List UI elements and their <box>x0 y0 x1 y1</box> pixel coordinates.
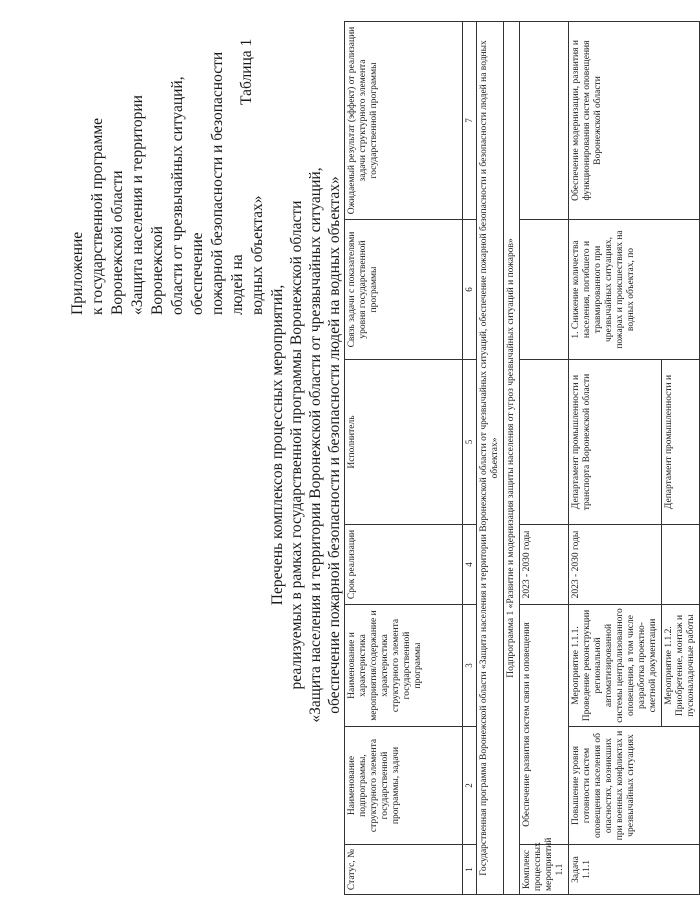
complex-row <box>520 22 569 895</box>
appendix-line: водных объектах» <box>249 195 266 315</box>
executor-cell: Департамент промышленности и <box>662 360 700 525</box>
empty-cell <box>520 22 569 220</box>
header-cell: Статус, № <box>345 845 463 895</box>
column-number: 3 <box>463 605 477 727</box>
header-cell: Наименование подпрограммы, структурного элемента государственной программы, задачи <box>345 727 463 845</box>
heading-line: «Защита населения и территории Воронежской области от чрезвычайных ситуаций, <box>307 167 324 723</box>
task-row <box>569 22 662 895</box>
column-number: 5 <box>463 360 477 525</box>
column-number-row <box>463 22 477 895</box>
complex-status-cell: Комплекс процессных мероприятий 1.1 <box>520 845 569 895</box>
executor-cell: Департамент промышленности и транспорта Воронежской области <box>569 360 662 525</box>
program-cell: Государственная программа Воронежской области «Защита населения и территории Воронежской области от чрезвычайных ситуаций, обеспечение пожарной безопасности и безопасности людей на водных объектах» <box>477 22 504 895</box>
column-number: 6 <box>463 220 477 360</box>
appendix-line: пожарной безопасности и безопасности людей на <box>209 51 246 315</box>
heading-line: обеспечение пожарной безопасности и безопасности людей на водных объектах» <box>326 176 343 714</box>
complex-term-cell: 2023 - 2030 годы <box>520 525 569 605</box>
empty-cell <box>520 220 569 360</box>
empty-cell <box>520 360 569 525</box>
column-number: 4 <box>463 525 477 605</box>
header-cell: Связь задачи с показателями уровня государственной программы <box>345 220 463 360</box>
heading-line: реализуемых в рамках государственной программы Воронежской области <box>288 200 305 690</box>
column-number: 7 <box>463 22 477 220</box>
header-row <box>345 22 463 895</box>
header-cell: Исполнитель <box>345 360 463 525</box>
result-cell: Обеспечение модернизации, развития и функционирования систем оповещения Воронежской области <box>569 22 700 220</box>
column-number: 1 <box>463 845 477 895</box>
appendix-line: «Защита населения и территории Воронежской <box>129 95 166 315</box>
header-cell: Срок реализации <box>345 525 463 605</box>
appendix-line: Воронежской области <box>109 170 126 315</box>
indicator-link-cell: 1. Снижение количества населения, погибшего и травмированного при чрезвычайных ситуациях, пожарах и происшествиях на водных объектах, по <box>569 220 700 360</box>
program-row <box>477 22 504 895</box>
header-cell: Ожидаемый результат (эффект) от реализации задачи структурного элемента государственной программы <box>345 22 463 220</box>
measure-cell: Мероприятие 1.1.1. Проведение реконструкции региональной автоматизированной системы централизованного оповещения, в том числе разработка проектно-сметной документации <box>569 605 662 727</box>
heading-line: Перечень комплексов процессных мероприятий, <box>269 284 286 606</box>
subprogram-cell: Подпрограмма 1 «Развитие и модернизация защиты населения от угроз чрезвычайных ситуаций и пожаров» <box>504 22 520 895</box>
term-cell: 2023 - 2030 годы <box>569 525 662 605</box>
subprogram-row <box>504 22 520 895</box>
task-name-cell: Повышение уровня готовности систем оповещения населения об опасностях, возникших при военных конфликтах и чрезвычайных ситуациях <box>569 727 700 845</box>
complex-name-cell: Обеспечение развития систем связи и оповещения <box>520 605 569 845</box>
appendix-line: области от чрезвычайных ситуаций, обеспечение <box>169 76 206 315</box>
empty-cell <box>662 525 700 605</box>
header-cell: Наименование и характеристика мероприятия/содержание и характеристика структурного элемента государственной программы <box>345 605 463 727</box>
measure-cell: Мероприятие 1.1.2. Приобретение, монтаж и пусконаладочные работы <box>662 605 700 727</box>
document-heading <box>268 85 344 805</box>
column-number: 2 <box>463 727 477 845</box>
table-number: Таблица 1 <box>238 38 255 105</box>
measures-table <box>344 21 700 895</box>
task-status-cell: Задача 1.1.1 <box>569 845 700 895</box>
appendix-line: к государственной программе <box>89 117 106 315</box>
appendix-line: Приложение <box>69 231 86 315</box>
